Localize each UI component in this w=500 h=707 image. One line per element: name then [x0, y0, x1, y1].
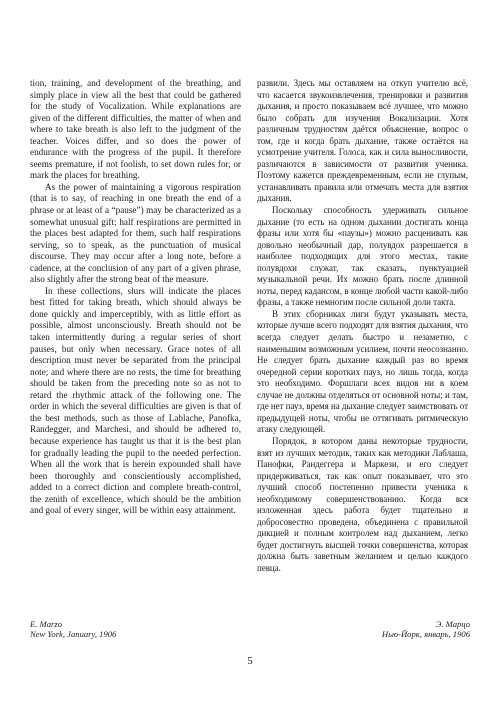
english-paragraph: In these collections, slurs will indicate the places best fitted for taking breath, which should always be done quickly and imperceptibly, with as little effort as possible, almost unconsciously. Breath should not be taken intermittently during a regular series of short pauses, but only when necessary. Grace notes of all description must never be separated from the principal note; and where there are no rests, the time for breathing should be taken from the preceding note so as not to retard the rhythmic attack of the following one. The order in which the several difficulties are given is that of the best methods, such as those of Lablache, Panofka, Randegger, and Marchesi, and should be adhered to, because experience has taught us that it is the best plan for gradually leading the pupil to the needed perfection. When all the work that is herein expounded shall have been thoroughly and conscientiously accomplished, added to a correct diction and complete breath-control, the zenith of excellence, which should be the ambition and goal of every singer, will be within easy attainment.	[30, 285, 241, 516]
english-signature-block	[30, 619, 116, 639]
english-text-column	[30, 78, 241, 517]
russian-paragraph: В этих сборниках лиги будут указывать места, которые лучше всего подходят для взятия дыхания, что всегда следует делать быстро и незаметно, с наименьшим возможным усилием, почти неосознанно. Не следует брать дыхание каждый раз во время очередной серии коротких пауз, но лишь тогда, когда это необходимо. Форшлаги всех видов ни в коем случае не должны отделяться от основной ноты; и там, где нет пауз, время на дыхание следует заимствовать от предыдущей ноты, чтобы не оттягивать ритмическую атаку следующей.	[257, 308, 468, 435]
russian-paragraph: Поскольку способность удерживать сильное дыхание (то есть на одном дыхании достигать конца фразы или хотя бы «паузы») можно расценивать как довольно необычный дар, полувдох разрешается в наиболее подходящих для этого местах, такие полувдохи служат, так сказать, пунктуацией музыкальной речи. Их можно брать после длинной ноты, перед кадансом, в конце любой части какой-либо фразы, а также немногим после сильной доли такта.	[257, 205, 468, 308]
page-number: 5	[247, 655, 253, 667]
russian-paragraph: развили. Здесь мы оставляем на откуп учителю всё, что касается звукоизвлечения, тренировки и развития дыхания, и просто показываем всё лучшее, что можно было собрать для изучения Вокализации. Хотя различным трудностям даётся объяснение, вопрос о том, где и когда брать дыхание, также остаётся на усмотрение учителя. Голоса, как и сила выносливости, различаются в зависимости от развития ученика. Поэтому кажется преждевременным, если не глупым, устанавливать правила или отмечать места для взятия дыхания.	[257, 78, 468, 204]
english-signature: E. Marzo	[30, 619, 62, 629]
russian-place-date: Нью-Йорк, январь, 1906	[381, 629, 470, 639]
english-paragraph: As the power of maintaining a vigorous respiration (that is to say, of reaching in one breath the end of a phrase or at least of a “pause”) may be characterized as a somewhat unusual gift; half respirations are permitted in the places best adapted for them, such half respirations serving, so to speak, as the punctuation of musical discourse. They may occur after a long note, before a cadence, at the conclusion of any part of a given phrase, also slightly after the strong beat of the measure.	[30, 181, 241, 285]
russian-signature-block	[382, 619, 470, 639]
russian-signature: Э. Марцо	[435, 619, 470, 629]
russian-text-column	[257, 78, 468, 575]
english-paragraph: tion, training, and development of the breathing, and simply place in view all the best that could be gathered for the study of Vocalization. While explanations are given of the different difficulties, the matter of when and where to take breath is also left to the judgment of the teacher. Voices differ, and so does the power of endurance with the progress of the pupil. It therefore seems premature, if not foolish, to set down rules for, or mark the places for breathing.	[30, 78, 241, 181]
russian-paragraph: Порядок, в котором даны некоторые трудности, взят из лучших методик, таких как методики Лаблаша, Панофки, Рандеггера и Маркези, и его следует придерживаться, так как опыт показывает, что это лучший способ постепенно привести ученика к необходимому совершенствованию. Когда вся изложенная здесь работа будет тщательно и добросовестно проведена, объединена с правильной дикцией и полным контролем над дыханием, легко будет достигнуть высшей точки совершенства, которая должна быть заветным желанием и целью каждого певца.	[257, 435, 468, 573]
english-place-date: New York, January, 1906	[30, 629, 117, 639]
